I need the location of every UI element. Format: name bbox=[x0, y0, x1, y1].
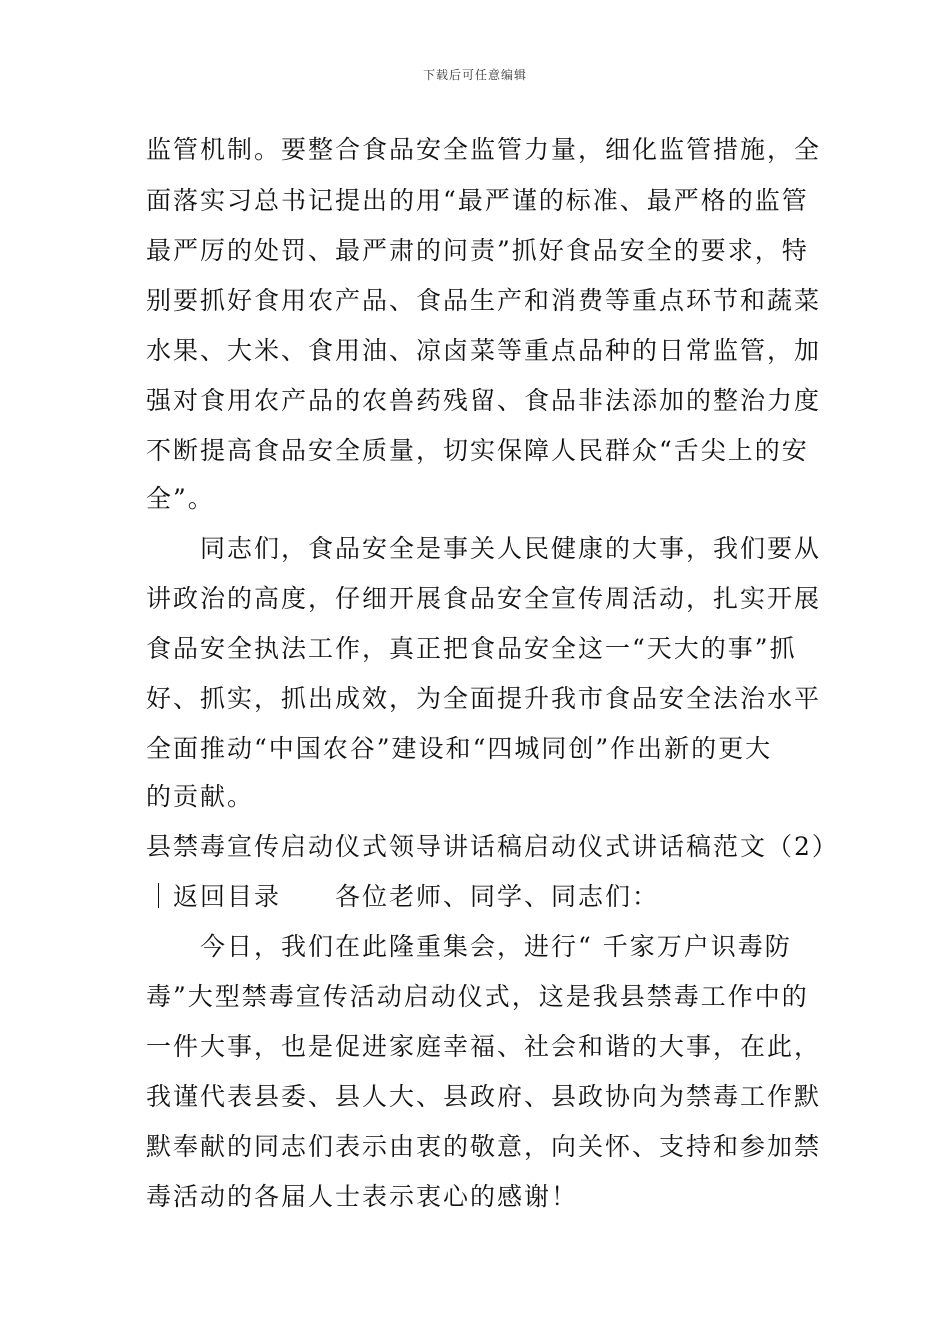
paragraph-line: 一件大事，也是促进家庭幸福、社会和谐的大事，在此， bbox=[146, 1032, 822, 1061]
paragraph-line: 毒”大型禁毒宣传活动启动仪式，这是我县禁毒工作中的 bbox=[146, 982, 809, 1011]
paragraph-line: 监管机制。要整合食品安全监管力量，细化监管措施，全 bbox=[146, 135, 822, 164]
paragraph-line: 最严厉的处罚、最严肃的问责”抓好食品安全的要求，特 bbox=[146, 236, 809, 265]
back-to-contents-link[interactable]: ｜返回目录 各位老师、同学、同志们： bbox=[146, 882, 660, 911]
section-heading: 县禁毒宣传启动仪式领导讲话稿启动仪式讲话稿范文（2） bbox=[146, 832, 839, 861]
paragraph-line: 今日，我们在此隆重集会，进行“ 千家万户识毒防 bbox=[146, 932, 792, 961]
paragraph-line: 同志们，食品安全是事关人民健康的大事，我们要从 bbox=[146, 534, 822, 563]
paragraph-line: 强对食用农产品的农兽药残留、食品非法添加的整治力度 bbox=[146, 386, 822, 415]
paragraph-line: 全面推动“中国农谷”建设和“四城同创”作出新的更大 bbox=[146, 734, 773, 763]
paragraph-line: 默奉献的同志们表示由衷的敬意，向关怀、支持和参加禁 bbox=[146, 1132, 822, 1161]
paragraph-line: 好、抓实，抓出成效，为全面提升我市食品安全法治水平 bbox=[146, 684, 822, 713]
page-header: 下载后可任意编辑 bbox=[422, 68, 527, 82]
paragraph-line: 水果、大米、食用油、凉卤菜等重点品种的日常监管，加 bbox=[146, 336, 822, 365]
paragraph-line: 我谨代表县委、县人大、县政府、县政协向为禁毒工作默 bbox=[146, 1082, 822, 1111]
paragraph-line: 别要抓好食用农产品、食品生产和消费等重点环节和蔬菜 bbox=[146, 286, 822, 315]
paragraph-line: 讲政治的高度，仔细开展食品安全宣传周活动，扎实开展 bbox=[146, 584, 822, 613]
paragraph-line: 不断提高食品安全质量，切实保障人民群众“舌尖上的安 bbox=[146, 436, 809, 465]
paragraph-line: 全”。 bbox=[146, 484, 215, 513]
paragraph-line: 毒活动的各届人士表示衷心的感谢！ bbox=[146, 1182, 579, 1211]
paragraph-line: 面落实习总书记提出的用“最严谨的标准、最严格的监管 bbox=[146, 186, 809, 215]
paragraph-line: 的贡献。 bbox=[146, 782, 255, 811]
paragraph-line: 食品安全执法工作，真正把食品安全这一“天大的事”抓 bbox=[146, 634, 797, 663]
